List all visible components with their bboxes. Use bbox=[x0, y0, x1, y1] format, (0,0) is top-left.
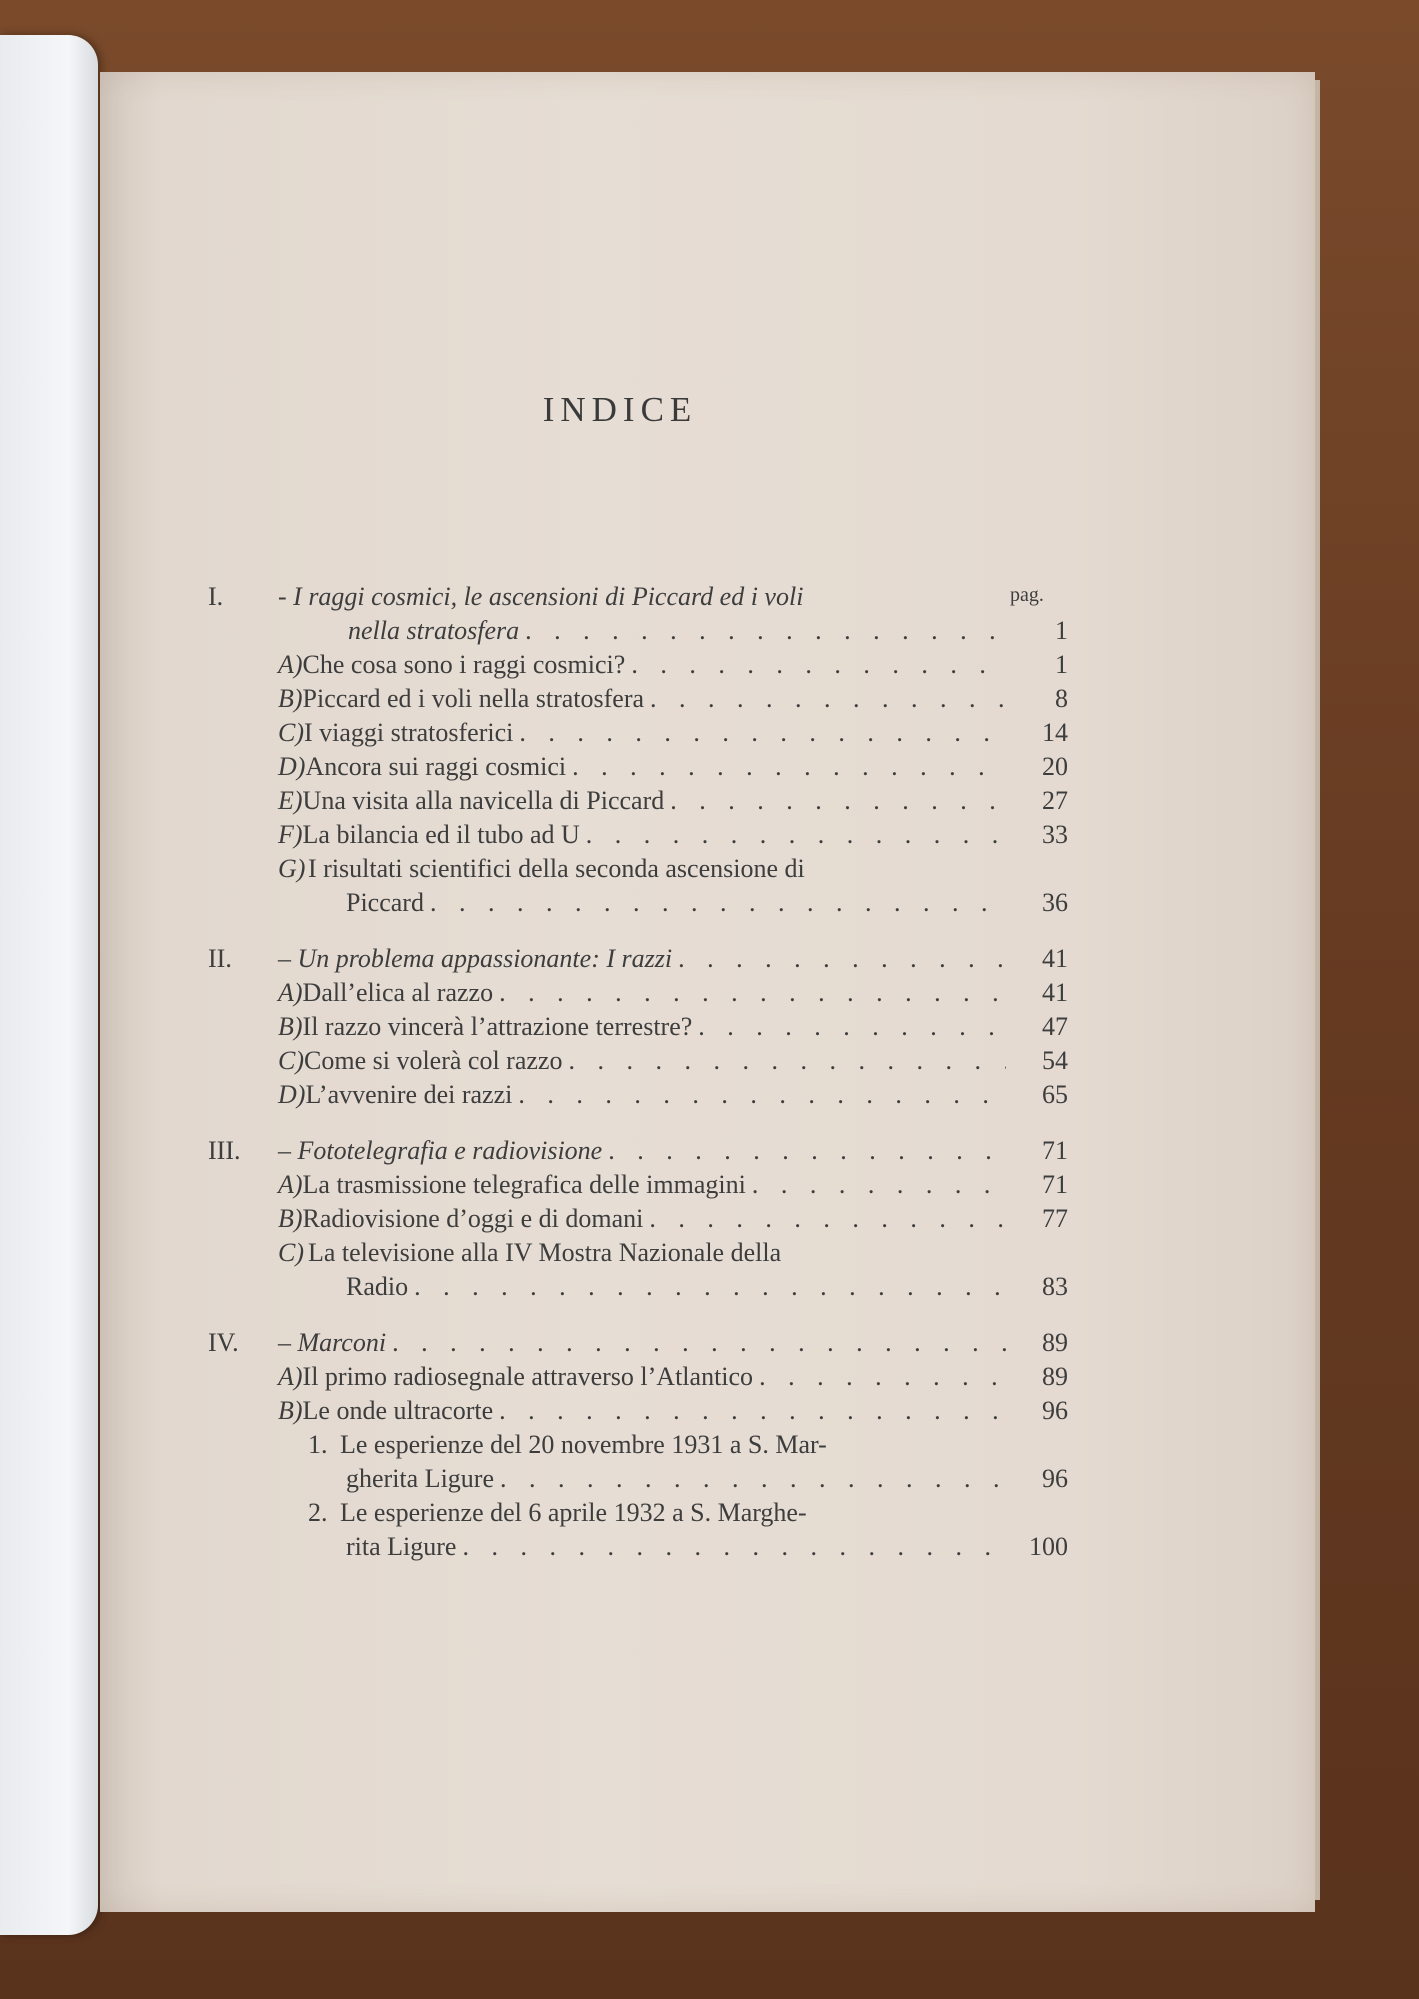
section-title: La televisione alla IV Mostra Nazionale della bbox=[308, 1238, 782, 1267]
section-title: I risultati scientifici della seconda ascensione di bbox=[308, 854, 805, 883]
leader-dots bbox=[670, 784, 1006, 818]
page-number: 33 bbox=[1042, 820, 1068, 849]
page-number: 41 bbox=[1042, 978, 1068, 1007]
section-title: L’avvenire dei razzi bbox=[305, 1080, 513, 1109]
subsection-title: Le esperienze del 6 aprile 1932 a S. Marghe- bbox=[340, 1498, 807, 1527]
page-number: 83 bbox=[1042, 1272, 1068, 1301]
page-title: INDICE bbox=[542, 390, 698, 429]
facing-page-edge bbox=[0, 35, 98, 1935]
section-entry bbox=[208, 682, 1068, 716]
section-title: Ancora sui raggi cosmici bbox=[305, 752, 567, 781]
chapter-number: I. bbox=[208, 582, 224, 611]
page-number: 89 bbox=[1042, 1328, 1068, 1357]
section-entry bbox=[208, 1044, 1068, 1078]
section-title: Come si volerà col razzo bbox=[304, 1046, 563, 1075]
section-entry bbox=[208, 750, 1068, 784]
leader-dots bbox=[430, 886, 1006, 920]
subsection-number: 1. bbox=[308, 1430, 328, 1459]
leader-dots bbox=[414, 1270, 1006, 1304]
leader-dots bbox=[392, 1326, 1006, 1360]
leader-dots bbox=[649, 1202, 1006, 1236]
leader-dots bbox=[519, 716, 1006, 750]
section-entry bbox=[208, 648, 1068, 682]
page-number: 27 bbox=[1042, 786, 1068, 815]
chapter-title: – Un problema appassionante: I razzi bbox=[278, 944, 673, 973]
chapter-1-title-continued bbox=[208, 614, 1068, 648]
chapter-title: – Marconi bbox=[278, 1328, 387, 1357]
section-title: Piccard ed i voli nella stratosfera bbox=[302, 684, 645, 713]
leader-dots bbox=[568, 1044, 1006, 1078]
section-title: Il primo radiosegnale attraverso l’Atlantico bbox=[302, 1362, 754, 1391]
subsection-entry-continued bbox=[208, 1462, 1068, 1496]
page-number: 14 bbox=[1042, 718, 1068, 747]
section-title: Una visita alla navicella di Piccard bbox=[302, 786, 665, 815]
chapter-number: II. bbox=[208, 944, 232, 973]
section-entry bbox=[208, 1202, 1068, 1236]
leader-dots bbox=[500, 1462, 1006, 1496]
leader-dots bbox=[525, 614, 1006, 648]
leader-dots bbox=[572, 750, 1006, 784]
page-number: 1 bbox=[1055, 616, 1068, 645]
page-number: 96 bbox=[1042, 1464, 1068, 1493]
leader-dots bbox=[499, 976, 1006, 1010]
section-entry bbox=[208, 852, 1068, 886]
section-title-continued: Radio bbox=[346, 1272, 409, 1301]
section-letter: F) bbox=[278, 820, 303, 849]
section-entry bbox=[208, 1078, 1068, 1112]
section-title-continued: Piccard bbox=[346, 888, 424, 917]
section-letter: B) bbox=[278, 1012, 303, 1041]
page-number: 47 bbox=[1042, 1012, 1068, 1041]
section-letter: A) bbox=[278, 1170, 303, 1199]
leader-dots bbox=[608, 1134, 1006, 1168]
leader-dots bbox=[631, 648, 1006, 682]
section-letter: A) bbox=[278, 1362, 303, 1391]
section-title: Il razzo vincerà l’attrazione terrestre? bbox=[302, 1012, 693, 1041]
chapter-1-entry bbox=[208, 580, 1068, 614]
section-entry-continued bbox=[208, 886, 1068, 920]
section-entry bbox=[208, 784, 1068, 818]
section-entry bbox=[208, 1168, 1068, 1202]
section-entry bbox=[208, 1394, 1068, 1428]
leader-dots bbox=[518, 1078, 1006, 1112]
section-title: Che cosa sono i raggi cosmici? bbox=[302, 650, 626, 679]
chapter-title: – Fototelegrafia e radiovisione bbox=[278, 1136, 603, 1165]
section-letter: G) bbox=[278, 854, 306, 883]
section-letter: D) bbox=[278, 752, 306, 781]
section-letter: A) bbox=[278, 978, 303, 1007]
page-number: 71 bbox=[1042, 1170, 1068, 1199]
leader-dots bbox=[759, 1360, 1006, 1394]
section-entry bbox=[208, 818, 1068, 852]
page-number: 96 bbox=[1042, 1396, 1068, 1425]
section-letter: B) bbox=[278, 1396, 303, 1425]
page-number: 1 bbox=[1055, 650, 1068, 679]
section-letter: D) bbox=[278, 1080, 306, 1109]
page-number: 54 bbox=[1042, 1046, 1068, 1075]
subsection-entry bbox=[208, 1496, 1068, 1530]
page-number: 36 bbox=[1042, 888, 1068, 917]
page-column-label: pag. bbox=[1010, 584, 1044, 606]
section-letter: B) bbox=[278, 1204, 303, 1233]
section-letter: C) bbox=[278, 1238, 304, 1267]
section-letter: B) bbox=[278, 684, 303, 713]
subsection-title-continued: rita Ligure bbox=[346, 1532, 457, 1561]
page-number: 20 bbox=[1042, 752, 1068, 781]
page-number: 89 bbox=[1042, 1362, 1068, 1391]
leader-dots bbox=[650, 682, 1006, 716]
section-title: Le onde ultracorte bbox=[302, 1396, 494, 1425]
page-number: 100 bbox=[1029, 1532, 1068, 1561]
chapter-2-entry bbox=[208, 942, 1068, 976]
subsection-number: 2. bbox=[308, 1498, 328, 1527]
section-title: I viaggi stratosferici bbox=[304, 718, 514, 747]
table-of-contents bbox=[208, 580, 1068, 1564]
leader-dots bbox=[586, 818, 1006, 852]
page-number: 71 bbox=[1042, 1136, 1068, 1165]
leader-dots bbox=[499, 1394, 1006, 1428]
page-number: 41 bbox=[1042, 944, 1068, 973]
subsection-title-continued: gherita Ligure bbox=[346, 1464, 494, 1493]
section-letter: E) bbox=[278, 786, 303, 815]
chapter-number: IV. bbox=[208, 1328, 239, 1357]
section-entry bbox=[208, 1010, 1068, 1044]
section-title: Radiovisione d’oggi e di domani bbox=[302, 1204, 644, 1233]
subsection-entry-continued bbox=[208, 1530, 1068, 1564]
leader-dots bbox=[752, 1168, 1006, 1202]
section-entry bbox=[208, 1360, 1068, 1394]
chapter-title-continued: nella stratosfera bbox=[348, 616, 520, 645]
section-entry bbox=[208, 1236, 1068, 1270]
leader-dots bbox=[698, 1010, 1006, 1044]
section-letter: C) bbox=[278, 1046, 304, 1075]
section-letter: A) bbox=[278, 650, 303, 679]
page-number: 8 bbox=[1055, 684, 1068, 713]
chapter-4-entry bbox=[208, 1326, 1068, 1360]
section-entry bbox=[208, 716, 1068, 750]
subsection-title: Le esperienze del 20 novembre 1931 a S. Mar- bbox=[340, 1430, 827, 1459]
leader-dots bbox=[678, 942, 1006, 976]
section-letter: C) bbox=[278, 718, 304, 747]
page-number: 77 bbox=[1042, 1204, 1068, 1233]
chapter-title: - I raggi cosmici, le ascensioni di Piccard ed i voli bbox=[278, 582, 804, 611]
section-title: Dall’elica al razzo bbox=[302, 978, 494, 1007]
chapter-3-entry bbox=[208, 1134, 1068, 1168]
section-entry-continued bbox=[208, 1270, 1068, 1304]
chapter-number: III. bbox=[208, 1136, 241, 1165]
leader-dots bbox=[462, 1530, 1006, 1564]
page-number: 65 bbox=[1042, 1080, 1068, 1109]
section-title: La trasmissione telegrafica delle immagini bbox=[302, 1170, 746, 1199]
section-entry bbox=[208, 976, 1068, 1010]
subsection-entry bbox=[208, 1428, 1068, 1462]
section-title: La bilancia ed il tubo ad U bbox=[302, 820, 580, 849]
